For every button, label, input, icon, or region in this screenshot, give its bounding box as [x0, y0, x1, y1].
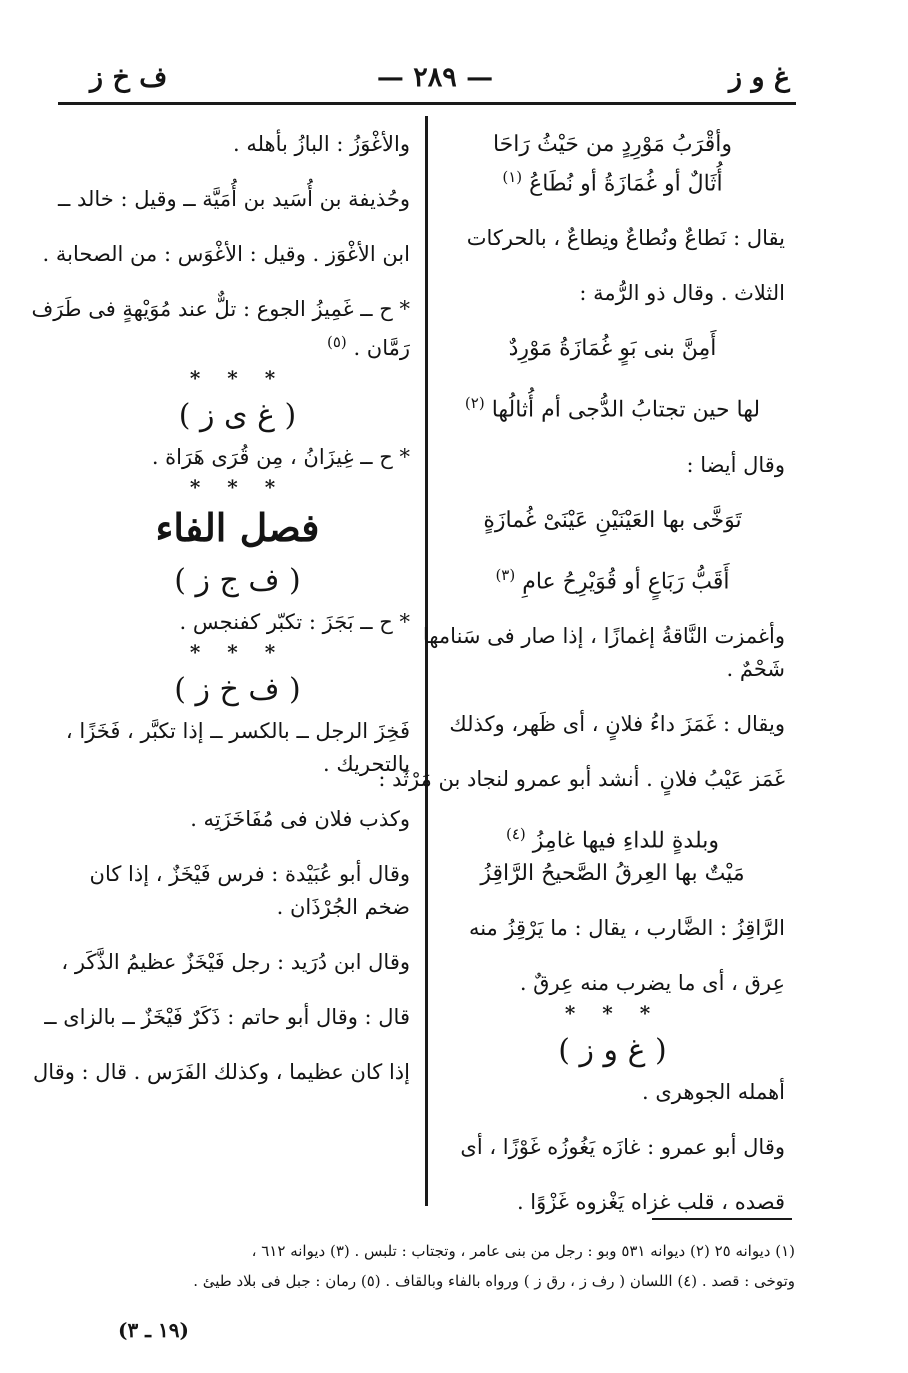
- verse-line: مَيْتٌ بها العِرقُ الصَّحيحُ الرَّاقِزُ: [480, 861, 745, 887]
- footnote-mark: (٢): [464, 394, 485, 413]
- section-separator: * * *: [189, 366, 286, 390]
- text-line: عِرق ، أى ما يضرب منه عِرقٌ .: [519, 971, 785, 996]
- root-heading: ( ف ج ز ): [174, 563, 301, 598]
- verse-line: أُثَالٌ أو غُمَازَةُ أو نُطَاعُ $^{(١)}$: [502, 168, 723, 197]
- text-line: وأغمزت النَّاقةُ إغمازًا ، إذا صار فى سَنامها: [422, 623, 785, 648]
- signature-mark: (١٩ ـ ٣): [118, 1318, 189, 1342]
- text-line: وقال ابن دُرَيد : رجل فَيْخَزٌ عظيمُ الذَّكَر ،: [61, 950, 410, 974]
- text-line: وقال أبو عمرو : غازَه يَغُوزُه غَوْزًا ، أى: [460, 1135, 785, 1160]
- left-column: [31, 128, 410, 1089]
- root-heading: ( غ و ز ): [558, 1033, 667, 1069]
- root-heading: ( غ ى ز ): [178, 398, 297, 433]
- footnote-line: (١) ديوانه ٢٥ (٢) ديوانه ٥٣١ وبو : رجل من بنى عامر ، وتجتاب : تلبس . (٣) ديوانه ٦١٢ ،: [251, 1242, 795, 1260]
- verse-line: وبلدةٍ للداءِ فيها غامِزُ $^{(٤)}$: [506, 824, 719, 854]
- page-number: — ٢٨٩ —: [376, 62, 494, 93]
- text-line: ويقال : غَمَزَ داءُ فلانٍ ، أى ظَهر، وكذلك: [449, 711, 785, 736]
- verse-line: أَمِنَّ بنى بَوٍ غُمَازَةُ مَوْرِدٌ: [508, 336, 717, 362]
- header-root-right: غ و ز: [729, 62, 790, 93]
- footnote-mark: (٥): [326, 333, 347, 351]
- text-line: رَمَّان . $^{(٥)}$: [326, 333, 410, 360]
- verse-line: وأقْرَبُ مَوْرِدٍ من حَيْثُ رَاحَا: [492, 132, 733, 157]
- section-separator: * * *: [564, 1001, 661, 1026]
- root-heading: ( ف خ ز ): [174, 672, 301, 707]
- text-line: ابن الأغْوَز . وقيل : الأغْوَس : من الصحابة .: [42, 242, 410, 266]
- text-line: * ح ــ غِيزَانُ ، مِن قُرَى هَرَاة .: [151, 445, 410, 469]
- footnote-mark: (٣): [495, 565, 516, 584]
- page-header: [60, 62, 800, 98]
- header-root-left: ف خ ز: [90, 62, 168, 93]
- text-line: * ح ــ غَمِيزُ الجوع : تلٌّ عند مُوَيْهةٍ فى طَرَف: [31, 297, 410, 321]
- text-line: أهمله الجوهرى .: [641, 1080, 785, 1105]
- text-line: وقال أيضا :: [686, 452, 785, 477]
- section-separator: * * *: [189, 475, 286, 499]
- verse-line: أَقَبُّ رَبَاعٍ أو قُوَيْرِحُ عامِ $^{(٣)}$: [495, 565, 730, 594]
- text-line: وكذب فلان فى مُفَاخَزَتِه .: [190, 807, 410, 831]
- text-line: الثلاث . وقال ذو الرُّمة :: [579, 281, 785, 306]
- text-line: قصده ، قلب غزاه يَغْزوه غَزْوًا .: [516, 1190, 785, 1215]
- text-line: ضخم الجُرْذَان .: [276, 895, 410, 919]
- text-line: شَحْمٌ .: [726, 656, 785, 681]
- column-divider: [425, 116, 428, 1206]
- verse-line: تَوَخَّى بها العَيْنَيْنِ عَيْنَىْ غُمازَةٍ: [483, 507, 742, 533]
- section-separator: * * *: [189, 640, 286, 664]
- text-line: غَمَز عَيْبُ فلانٍ . أنشد أبو عمرو لنجاد بن مَرْثَد :: [378, 766, 785, 791]
- text-line: وقال أبو عُبَيْدة : فرس فَيْخَزٌ ، إذا كان: [89, 862, 410, 886]
- verse-line: لها حين تجتابُ الدُّجى أم أُثالُها $^{(٢)}$: [464, 394, 761, 423]
- text-line: * ح ــ بَجَزَ : تكبّر كفنجس .: [179, 610, 410, 634]
- text-line: والأغْوَزُ : البازُ بأهله .: [232, 132, 410, 156]
- text-line: قال : وقال أبو حاتم : ذَكَرٌ فَيْخَزٌ ــ بالزاى ــ: [44, 1005, 410, 1029]
- text-line: الرَّاقِزُ : الضَّارب ، يقال : ما يَرْقِزُ منه: [468, 916, 785, 941]
- text-line: إذا كان عظيما ، وكذلك الفَرَس . قال : وقال: [33, 1060, 410, 1084]
- footnotes: [60, 1236, 795, 1296]
- header-rule: [58, 102, 796, 105]
- text-line: فَخِزَ الرجل ــ بالكسر ــ إذا تكبَّر ، فَخَزًا ،: [65, 719, 410, 743]
- text-line: يقال : نَطاعٌ ونُطاعٌ ونِطاعٌ ، بالحركات: [466, 226, 785, 251]
- footnote-line: وتوخى : قصد . (٤) اللسان ( رف ز ، رق ز ) ورواه بالفاء وبالقاف . (٥) رمان : جبل فى بلاد طيئ .: [193, 1272, 795, 1290]
- footnote-rule: [652, 1218, 792, 1220]
- chapter-heading: فصل الفاء: [155, 505, 320, 550]
- footnote-mark: (٤): [506, 824, 526, 843]
- footnote-mark: (١): [502, 168, 523, 186]
- right-column: [378, 128, 785, 1219]
- text-line: بالتحريك .: [322, 752, 410, 776]
- text-line: وحُذيفة بن أُسَيد بن أُمَيَّة ــ وقيل : خالد ــ: [58, 187, 410, 211]
